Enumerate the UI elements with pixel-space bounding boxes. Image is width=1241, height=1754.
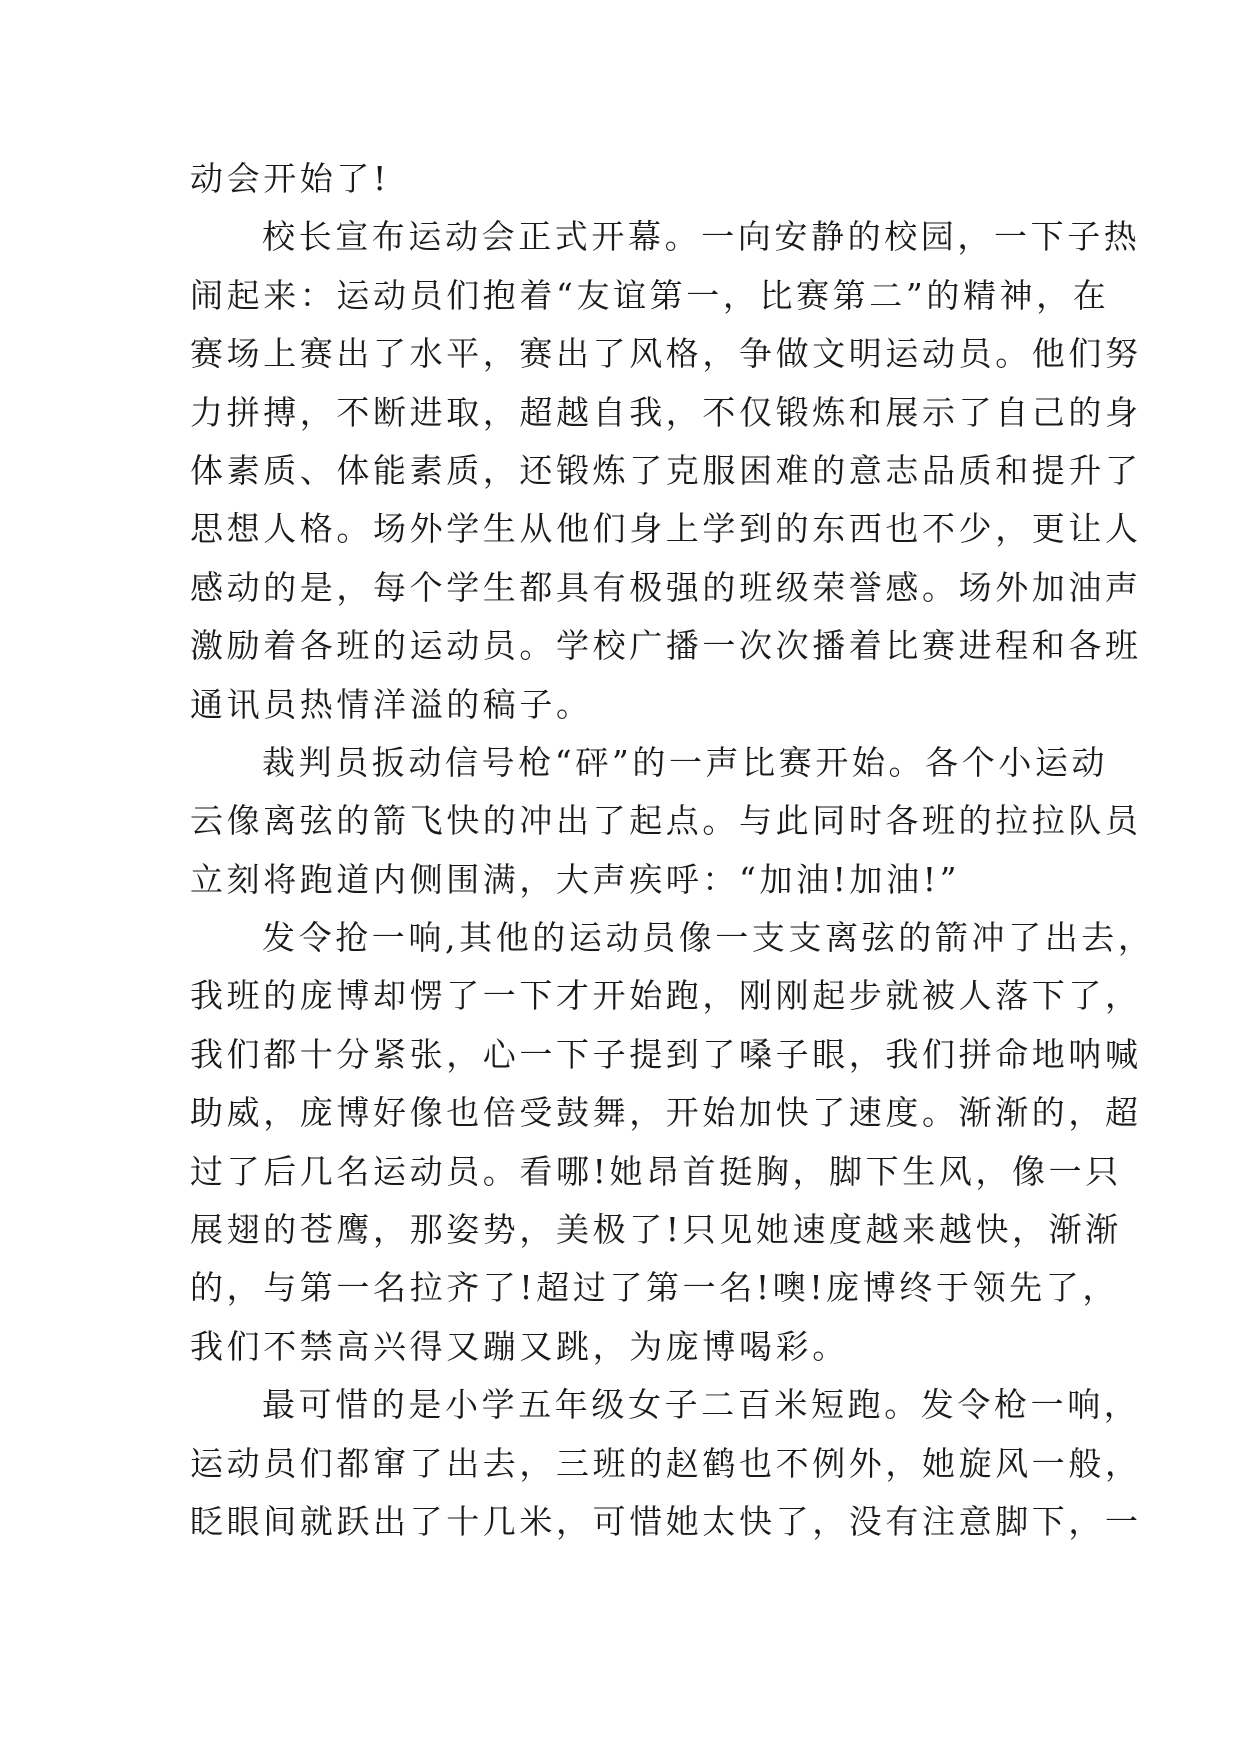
text-line: 云像离弦的箭飞快的冲出了起点。与此同时各班的拉拉队员	[190, 801, 1142, 841]
text-line: 赛场上赛出了水平，赛出了风格，争做文明运动员。他们努	[190, 334, 1142, 374]
text-line: 眨眼间就跃出了十几米，可惜她太快了，没有注意脚下，一	[190, 1501, 1142, 1541]
text-line: 动会开始了!	[190, 159, 390, 198]
text-line: 闹起来：运动员们抱着“友谊第一，比赛第二”的精神，在	[190, 275, 1110, 315]
text-line: 思想人格。场外学生从他们身上学到的东西也不少，更让人	[190, 509, 1142, 549]
text-line: 过了后几名运动员。看哪!她昂首挺胸，脚下生风，像一只	[190, 1151, 1122, 1191]
text-line: 裁判员扳动信号枪“砰”的一声比赛开始。各个小运动	[262, 742, 1109, 782]
text-line: 运动员们都窜了出去，三班的赵鹤也不例外，她旋风一般，	[190, 1443, 1142, 1483]
text-line: 体素质、体能素质，还锻炼了克服困难的意志品质和提升了	[190, 450, 1142, 490]
text-line: 我们都十分紧张，心一下子提到了嗓子眼，我们拼命地呐喊	[190, 1034, 1142, 1074]
text-line: 力拼搏，不断进取，超越自我，不仅锻炼和展示了自己的身	[190, 392, 1142, 432]
text-line: 助威，庞博好像也倍受鼓舞，开始加快了速度。渐渐的，超	[190, 1093, 1142, 1133]
text-line: 我们不禁高兴得又蹦又跳，为庞博喝彩。	[190, 1326, 849, 1366]
document-body	[190, 150, 1155, 1551]
text-line: 最可惜的是小学五年级女子二百米短跑。发令枪一响，	[262, 1385, 1141, 1425]
text-line: 通讯员热情洋溢的稿子。	[190, 684, 593, 724]
text-line: 我班的庞博却愣了一下才开始跑，刚刚起步就被人落下了，	[190, 976, 1142, 1016]
text-line: 感动的是，每个学生都具有极强的班级荣誉感。场外加油声	[190, 567, 1142, 607]
text-line: 激励着各班的运动员。学校广播一次次播着比赛进程和各班	[190, 626, 1142, 666]
text-line: 发令抢一响,其他的运动员像一支支离弦的箭冲了出去，	[262, 918, 1155, 958]
text-line: 展翅的苍鹰，那姿势，美极了!只见她速度越来越快，渐渐	[190, 1210, 1122, 1250]
text-line: 校长宣布运动会正式开幕。一向安静的校园，一下子热	[262, 217, 1141, 257]
text-line: 立刻将跑道内侧围满，大声疾呼：“加油!加油!”	[190, 859, 961, 899]
text-line: 的，与第一名拉齐了!超过了第一名!噢!庞博终于领先了，	[190, 1268, 1119, 1308]
